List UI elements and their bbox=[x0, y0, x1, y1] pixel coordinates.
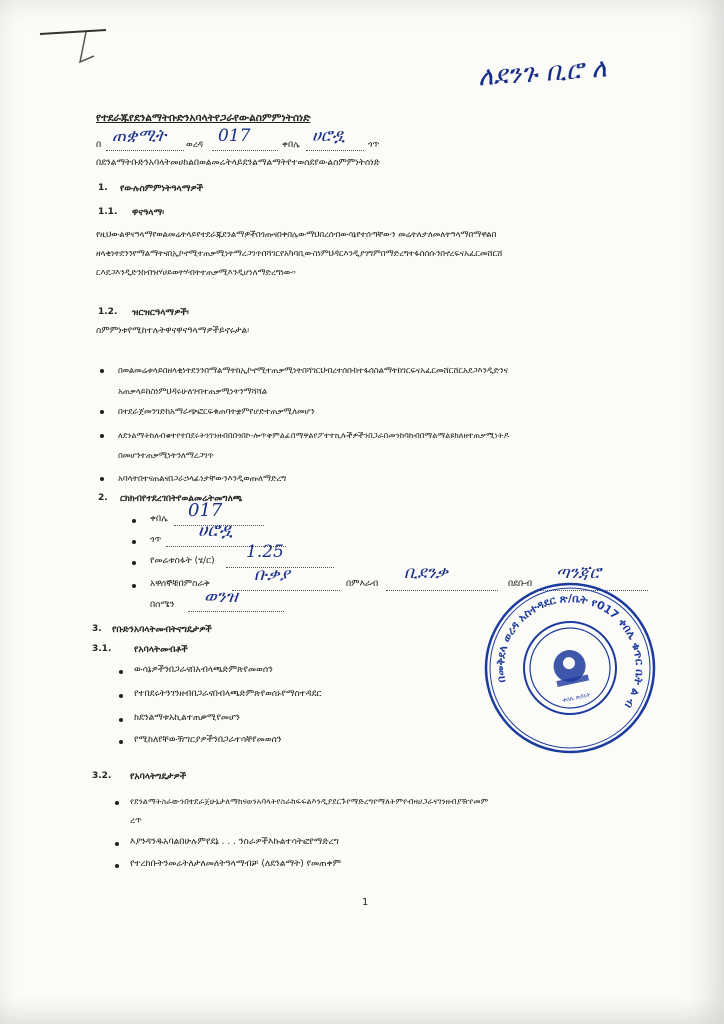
document-title: የተደራጁየደንልማትቡድንአባላትየጋራየውልስምምነትሰነድ bbox=[96, 112, 311, 124]
s2-got-value: ሀሮዷ bbox=[198, 520, 233, 541]
s31-item-4: የሚከለየቸውዥገርያዎችንበጋራተሳቸየመወሰን bbox=[134, 735, 282, 745]
staple-mark bbox=[36, 22, 116, 72]
s31-title: የአባላትመብቶች bbox=[134, 645, 188, 655]
s2-bullet-borders bbox=[132, 584, 136, 588]
kebele-handwritten: 017 bbox=[218, 126, 251, 146]
s31-bullet-3 bbox=[119, 718, 123, 722]
intro-line-2: በደንልማትቡድንአባላትመሀከልበወልመሬትላይደንልማልማትየተወሰደየውልስምምነትሰነድ bbox=[96, 158, 380, 168]
s32-bullet-3 bbox=[115, 864, 119, 868]
s2-bullet-area bbox=[132, 561, 136, 565]
s2-west-value: ቢደንቃ bbox=[404, 563, 448, 583]
s12-bullet-1 bbox=[100, 369, 104, 373]
official-stamp bbox=[463, 561, 676, 774]
s11-line-1: የዚህውልዋናዓላማየወልመሬትላይየተደራጁደንልማዎችበጎጡናበቀበሌውማህበረሰብውሳኔየተሰጣቸውን መሬትለታለመለትዓላማበማዋልበ bbox=[96, 229, 497, 239]
s2-area-value: 1.25 bbox=[246, 542, 284, 562]
s2-title: ርክክብየተደረገበትየወልመሬትመግለጫ bbox=[120, 494, 243, 504]
stamp-inner-text: ቀበሌ ጽ/ቤት bbox=[561, 691, 591, 705]
s12-item-2: በተደራጀመንገድከአማራጭፎርፍቁጠባትቋምየሆድተጠቃሚለመሆን bbox=[118, 406, 315, 416]
s12-bullet-3 bbox=[100, 434, 104, 438]
woreda-line bbox=[106, 150, 184, 151]
s32-bullet-1 bbox=[115, 801, 119, 805]
s2-north-label: በሰሜን bbox=[150, 600, 175, 610]
got-line bbox=[306, 150, 364, 151]
s2-kebele-value: 017 bbox=[188, 500, 223, 521]
intro-got-label: ጎጥ bbox=[368, 140, 380, 150]
s2-bullet-got bbox=[132, 540, 136, 544]
s2-got-label: ጎጥ bbox=[150, 535, 162, 545]
s1-title: የውሉስምምነትዓላማዎች bbox=[120, 184, 204, 194]
s2-south-value: ጣንጃሮ bbox=[556, 563, 601, 583]
s12-item-1: በወልመሬቱላይበዘላቂነትደንንበማልማትከኢኮኖሚተጠቃሚነትበሻገርህብረተሰቡከተፋሰስልማትከገርፍናአፈርመሸርሸርአደጋእንዲድንና bbox=[118, 365, 508, 375]
s31-bullet-4 bbox=[119, 740, 123, 744]
s32-item-1: የደንልማትስራውንበተደራጀሁኔታለማከናወንአባላትየስራከፍፍልእንዲያደርጉየማድረግየማለትምየብዛሀጋራናገንዘብያዥየመም bbox=[130, 796, 489, 806]
s12-bullet-2 bbox=[100, 410, 104, 414]
s12-number: 1.2. bbox=[98, 307, 118, 317]
s12-intro: ስምምነቱየሚከተሉትዋናዋናዓላማዎችይኖሩታል፡ bbox=[96, 326, 250, 336]
stamp-outer-text: በመቅደላ ወረዳ አስተዳደር ጽ/ቤት የ017 ቀበሌ ቁጥር ቤት ል ብ bbox=[493, 591, 647, 711]
s2-north-line bbox=[188, 611, 284, 612]
woreda-handwritten: ጠቋሚት bbox=[112, 126, 167, 146]
s3-title: የቡድንአባላትመብትናግዴታዎች bbox=[112, 625, 212, 635]
s12-item-1-cont: አጠቃላይከስነምህዳሩሁለገብተጠቃሚነትንማሻሻል bbox=[118, 386, 268, 396]
s2-bullet-kebele bbox=[132, 519, 136, 523]
s12-item-3-cont: በመሆንተጠቃሚነትንለማረጋገጥ bbox=[118, 450, 214, 460]
s12-item-3: ለደንልማትከለብቁተየተበደሩትንገንዘብበበጎበኮ-ሎጥቅምልፊበማዋልየፖተተኪሉችዎችንበጋራበመንከባከብበማልማልዩከለዘተጠቃሚነትዶ bbox=[118, 430, 510, 440]
s2-kebele-label: ቀበሌ bbox=[150, 514, 168, 524]
s2-number: 2. bbox=[98, 493, 108, 503]
s12-bullet-4 bbox=[100, 477, 104, 481]
intro-woreda-label: ወረዳ bbox=[186, 140, 204, 150]
s31-item-3: ከደንልማቱአኪልተጠቃሚየመሆን bbox=[134, 713, 240, 723]
s2-east-line bbox=[232, 590, 340, 591]
s32-item-3: የተረከቡትንመሬትለታለመለትዓላማብቻ (ለደንልማት) የመጠቀም bbox=[130, 859, 342, 869]
kebele-line bbox=[212, 150, 278, 151]
s1-number: 1. bbox=[98, 183, 108, 193]
s32-bullet-2 bbox=[115, 842, 119, 846]
s32-item-2: እያንዳንዱአባልበሁሉምየደኔ . . . ንስራዎችእኩልተሳትፎየማድረግ bbox=[130, 837, 339, 847]
s11-line-2: ዘላቂነትደንንየማልማትናበኢኮኖሚተጠቃሚነትማረጋገጥበሻገርየአካባቢውስነምህዳርእንዲያገግምበማድረግተፋሰሰሱንበኖረፍናአፈርመሸርሸ bbox=[96, 248, 503, 258]
handwritten-header: ለደንጉ ቢሮ ለ bbox=[477, 53, 608, 93]
got-handwritten: ሀሮዷ bbox=[312, 126, 345, 146]
s2-south-label: በደቡብ bbox=[508, 579, 533, 589]
intro-prefix: በ bbox=[96, 140, 102, 150]
s12-item-4: አባላትበተናጠልናበጋራኃላፊነታቸውንእንዲወጡለማድረግ bbox=[118, 473, 287, 483]
s31-bullet-2 bbox=[119, 694, 123, 698]
s31-bullet-1 bbox=[119, 670, 123, 674]
s2-area-label: የመሬቱስፋት (ሄ/ር) bbox=[150, 556, 215, 566]
s32-title: የአባላትግዴታዎች bbox=[130, 772, 187, 782]
s2-west-label: በምእራብ bbox=[346, 579, 379, 589]
s32-item-1-cont: ረጥ bbox=[130, 816, 142, 826]
s32-number: 3.2. bbox=[92, 771, 112, 781]
s2-north-value: ወንዝ bbox=[204, 587, 238, 607]
s2-east-label: አዋሰኞቹበምስራቅ bbox=[150, 579, 210, 589]
s2-west-line bbox=[386, 590, 498, 591]
s31-number: 3.1. bbox=[92, 644, 112, 654]
s3-number: 3. bbox=[92, 624, 102, 634]
intro-kebele-label: ቀበሌ bbox=[282, 140, 300, 150]
s12-title: ዝርዝርዓላማዎች፡ bbox=[132, 308, 189, 318]
s11-line-3: ርእደጋእንዲድንከብዝሃሀይወትሃብትተጠቃሚእንዲሆነለማድረግነው። bbox=[96, 267, 296, 277]
s11-title: ዋናዓላማ፡ bbox=[132, 208, 165, 218]
s31-item-1: ውሳኔዎችንበጋራናበአብላጫድምጽየመወሰን bbox=[134, 665, 273, 675]
s2-east-value: ቡቃያ bbox=[254, 565, 290, 585]
s31-item-2: የተበደሩትንገንዘብበጋራናበብላጫድምጽየወሰኑየማስተዳደር bbox=[134, 689, 322, 699]
page-number: 1 bbox=[362, 897, 369, 908]
s11-number: 1.1. bbox=[98, 207, 118, 217]
